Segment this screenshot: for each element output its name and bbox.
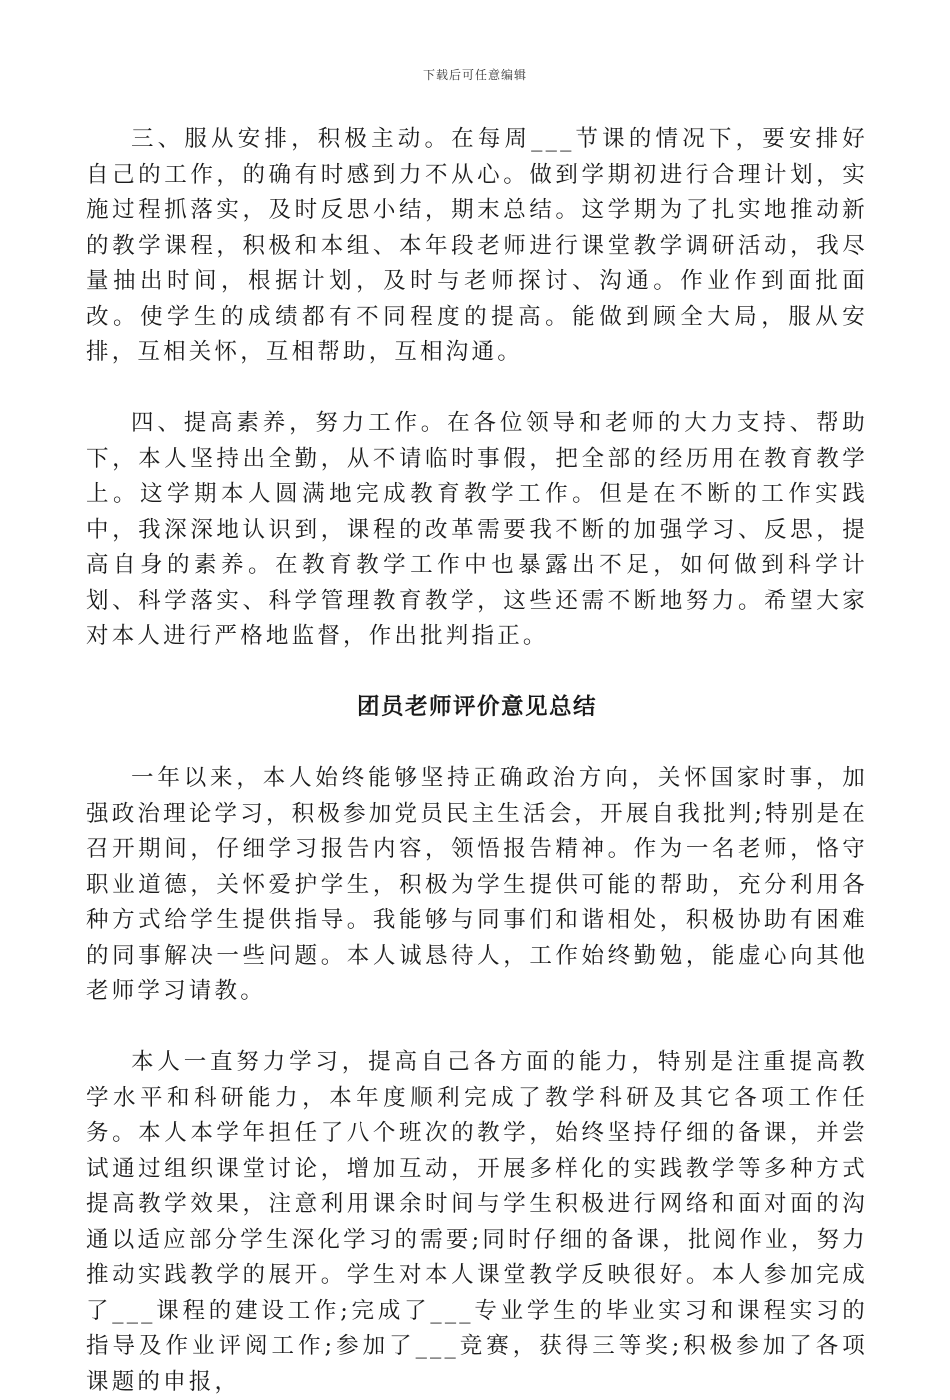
paragraph-obey-arrangements: 三、服从安排，积极主动。在每周___节课的情况下，要安排好自己的工作，的确有时感到力不从心。做到学期初进行合理计划，实施过程抓落实，及时反思小结，期末总结。这学期为了扎实地推动新的教学课程，积极和本组、本年段老师进行课堂教学调研活动，我尽量抽出时间，根据计划，及时与老师探讨、沟通。作业作到面批面改。使学生的成绩都有不同程度的提高。能做到顾全大局，服从安排，互相关怀，互相帮助，互相沟通。 bbox=[86, 126, 868, 365]
page-header: 下载后可任意编辑 bbox=[422, 68, 527, 82]
paragraph-spacer bbox=[86, 371, 868, 407]
document-body bbox=[86, 122, 868, 1400]
paragraph-spacer bbox=[86, 726, 868, 762]
section-title: 团员老师评价意见总结 bbox=[356, 694, 597, 720]
paragraph-teaching-research: 本人一直努力学习，提高自己各方面的能力，特别是注重提高教学水平和科研能力，本年度顺利完成了教学科研及其它各项工作任务。本人本学年担任了八个班次的教学，始终坚持仔细的备课，并尝试通过组织课堂讨论，增加互动，开展多样化的实践教学等多种方式提高教学效果，注意利用课余时间与学生积极进行网络和面对面的沟通以适应部分学生深化学习的需要;同时仔细的备课，批阅作业，努力推动实践教学的展开。学生对本人课堂教学反映很好。本人参加完成了___课程的建设工作;完成了___专业学生的毕业实习和课程实习的指导及作业评阅工作;参加了___竞赛，获得三等奖;积极参加了各项课题的申报， bbox=[86, 1049, 868, 1395]
paragraph-improve-quality: 四、提高素养，努力工作。在各位领导和老师的大力支持、帮助下，本人坚持出全勤，从不请临时事假，把全部的经历用在教育教学上。这学期本人圆满地完成教育教学工作。但是在不断的工作实践中，我深深地认识到，课程的改革需要我不断的加强学习、反思，提高自身的素养。在教育教学工作中也暴露出不足，如何做到科学计划、科学落实、科学管理教育教学，这些还需不断地努力。希望大家对本人进行严格地监督，作出批判指正。 bbox=[86, 410, 868, 649]
paragraph-spacer bbox=[86, 1010, 868, 1046]
paragraph-political-study: 一年以来，本人始终能够坚持正确政治方向，关怀国家时事，加强政治理论学习，积极参加党员民主生活会，开展自我批判;特别是在召开期间，仔细学习报告内容，领悟报告精神。作为一名老师，恪守职业道德，关怀爱护学生，积极为学生提供可能的帮助，充分利用各种方式给学生提供指导。我能够与同事们和谐相处，积极协助有困难的同事解决一些问题。本人诚恳待人，工作始终勤勉，能虚心向其他老师学习请教。 bbox=[86, 765, 868, 1004]
paragraph-spacer bbox=[86, 655, 868, 691]
